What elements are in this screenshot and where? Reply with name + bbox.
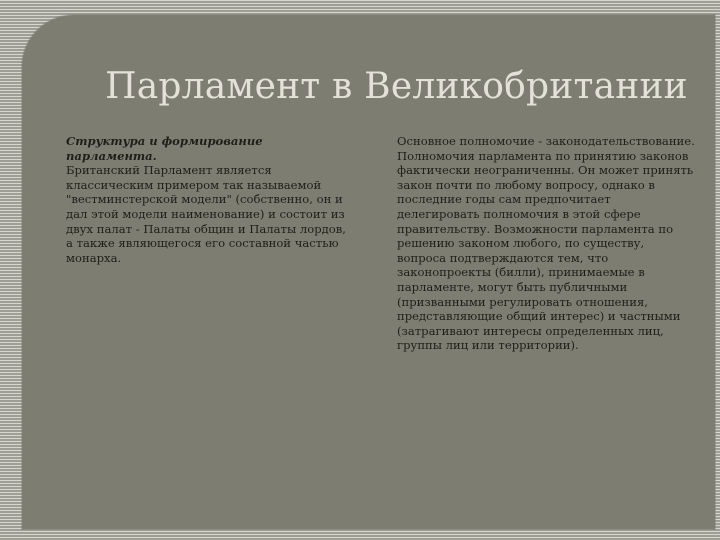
right-text-column <box>397 134 695 353</box>
right-column-body: Основное полномочие - законодательствование. Полномочия парламента по принятию законов фактически неограниченны. Он может принять закон почти по любому вопросу, однако в последние годы сам предпочитает делегировать полномочия в этой сфере правительству. Возможности парламента по решению законом любого, по существу, вопроса подтверждаются тем, что законопроекты (билли), принимаемые в парламенте, могут быть публичными (призванными регулировать отношения, представляющие общий интерес) и частными (затрагивают интересы определенных лиц, группы лиц или территории). <box>397 134 695 353</box>
left-text-column <box>66 134 356 265</box>
left-column-body: Британский Парламент является классическим примером так называемой "вестминстерской модели" (собственно, он и дал этой модели наименование) и состоит из двух палат - Палаты общин и Палаты лордов, а также являющегося его составной частью монарха. <box>66 163 346 265</box>
left-column-heading: Структура и формирование парламента. <box>66 134 263 163</box>
slide-title: Парламент в Великобритании <box>105 66 688 107</box>
